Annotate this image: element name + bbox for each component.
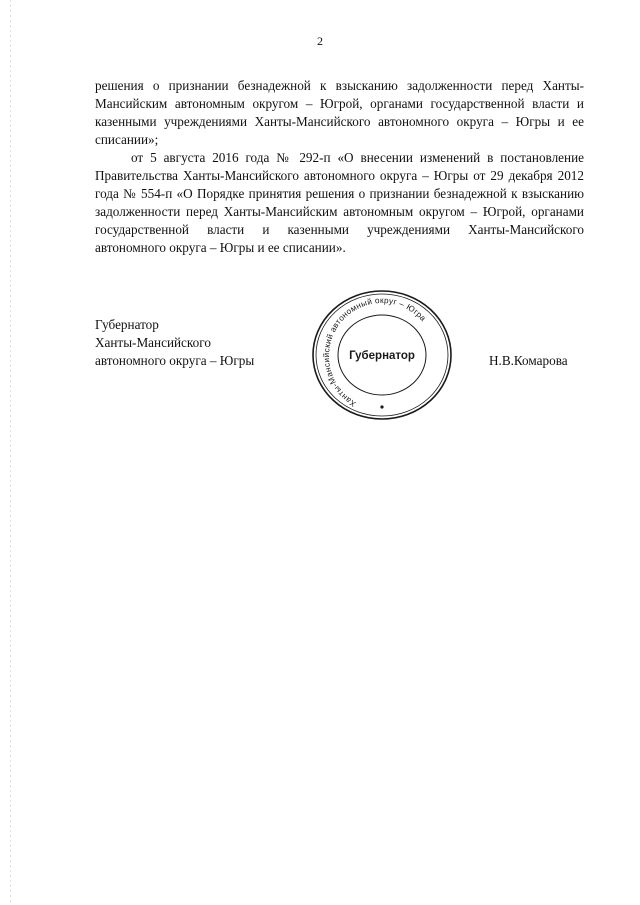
seal-ring-textpath: Ханты-Мансийский автономный округ – Югра — [321, 295, 428, 409]
seal-center-text: Губернатор — [349, 350, 415, 362]
signatory-position — [95, 316, 254, 370]
paragraph-continuation — [95, 77, 584, 149]
paragraph-1-text: решения о признании безнадежной к взысканию задолженности перед Ханты-Мансийским автономным округом – Югрой, органами государственной власти и казенными учреждениями Ханты-Мансийского автономного округа – Югры и ее списании»; — [95, 78, 584, 147]
paragraph-2-text: от 5 августа 2016 года № 292-п «О внесении изменений в постановление Правительства Ханты-Мансийского автономного округа – Югры от 29 декабря 2012 года № 554-п «О Порядке принятия решения о признании безнадежной к взысканию задолженности перед Ханты-Мансийским автономным округом – Югрой, органами государственной власти и казенными учреждениями Ханты-Мансийского автономного округа – Югры и ее списании». — [95, 150, 584, 255]
page-number: 2 — [317, 34, 323, 48]
signatory-name: Н.В.Комарова — [489, 353, 568, 368]
position-line-1: Губернатор — [95, 317, 159, 332]
position-line-3: автономного округа – Югры — [95, 353, 255, 368]
official-seal — [311, 289, 453, 421]
paragraph-amendment — [95, 149, 584, 257]
scan-edge-mark — [10, 0, 11, 905]
seal-dot — [380, 405, 383, 408]
position-line-2: Ханты-Мансийского — [95, 335, 211, 350]
